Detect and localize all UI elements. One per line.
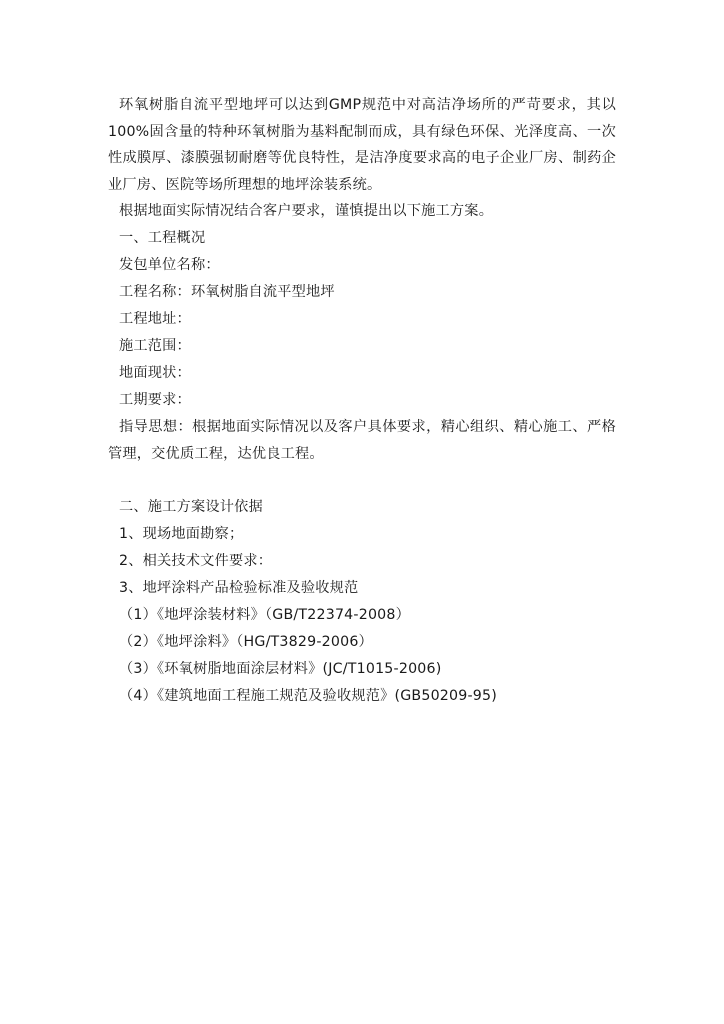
standard-item: （4）《建筑地面工程施工规范及验收规范》(GB50209-95)	[119, 688, 497, 704]
section1-heading: 一、工程概况	[119, 230, 206, 246]
basis-item: 1、现场地面勘察；	[119, 526, 244, 542]
intro-paragraph: 环氧树脂自流平型地坪可以达到GMP规范中对高洁净场所的严苛要求，其以100%固含量的特种环氧树脂为基料配制而成，具有绿色环保、光泽度高、一次性成膜厚、漆膜强韧耐磨等优良特性，是洁净度要求高的电子企业厂房、制药企业厂房、医院等场所理想的地坪涂装系统。	[108, 97, 616, 193]
project-name-field: 工程名称：环氧树脂自流平型地坪	[119, 284, 335, 300]
address-field: 工程地址：	[119, 311, 191, 327]
standard-item: （1）《地坪涂装材料》（GB/T22374-2008）	[119, 607, 411, 623]
schedule-field: 工期要求：	[119, 392, 191, 408]
ground-status-field: 地面现状：	[119, 365, 191, 381]
basis-item: 2、相关技术文件要求：	[119, 553, 273, 569]
standard-item: （3）《环氧树脂地面涂层材料》(JC/T1015-2006)	[119, 661, 442, 677]
scope-field: 施工范围：	[119, 338, 191, 354]
section-spacer	[108, 468, 616, 494]
standard-item: （2）《地坪涂料》（HG/T3829-2006）	[119, 634, 373, 650]
plan-statement: 根据地面实际情况结合客户要求，谨慎提出以下施工方案。	[119, 203, 494, 219]
guiding-principle: 指导思想：根据地面实际情况以及客户具体要求，精心组织、精心施工、严格管理，交优质工程，达优良工程。	[108, 419, 616, 462]
document-body	[108, 92, 616, 710]
section2-heading: 二、施工方案设计依据	[119, 499, 263, 515]
client-field: 发包单位名称：	[119, 257, 220, 273]
basis-item: 3、地坪涂料产品检验标准及验收规范	[119, 580, 359, 596]
